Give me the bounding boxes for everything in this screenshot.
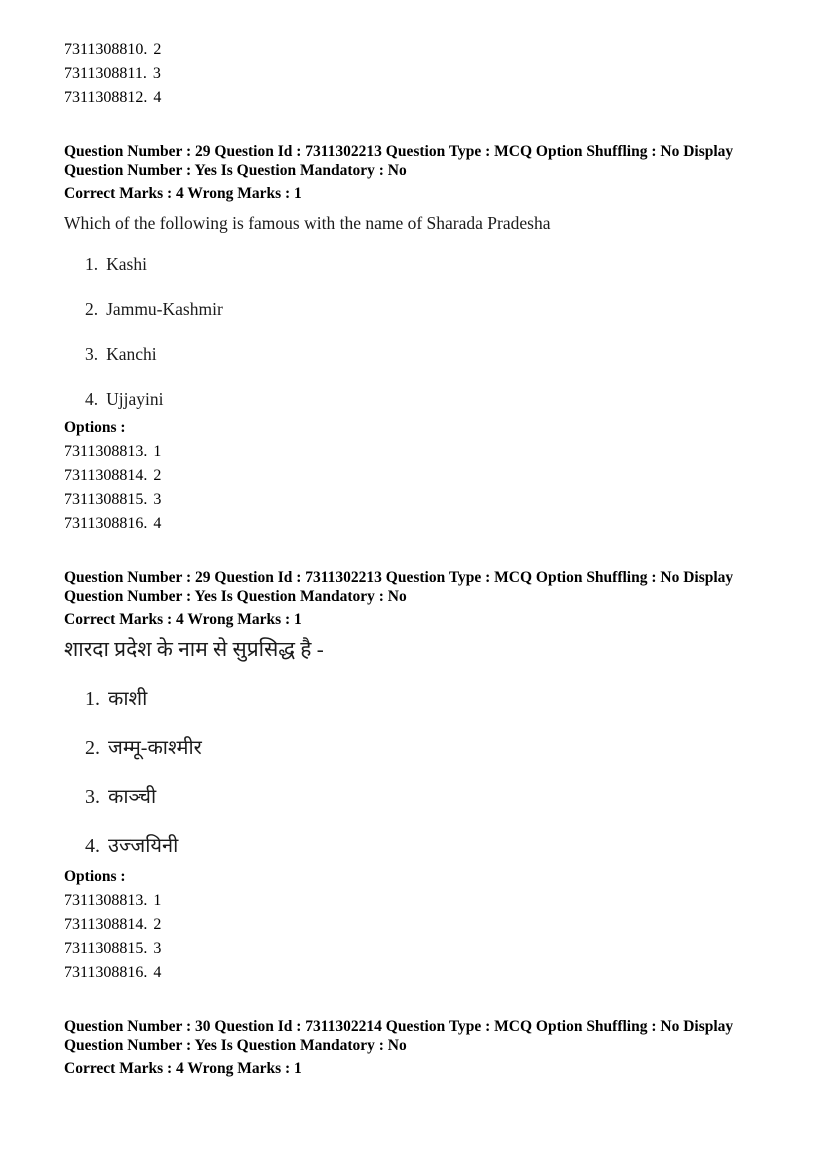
choice-row	[85, 389, 768, 409]
choice-number: 2.	[85, 737, 100, 759]
choice-label: उज्जयिनी	[108, 835, 179, 857]
question-meta-line: Question Number : 30 Question Id : 7311302214 Question Type : MCQ Option Shuffling : No Display	[64, 1018, 734, 1035]
option-id-row	[64, 889, 768, 913]
option-value: 4	[153, 964, 162, 981]
choice-row	[85, 835, 768, 858]
option-id-row	[64, 937, 768, 961]
question-text: शारदा प्रदेश के नाम से सुप्रसिद्ध है -	[64, 637, 324, 661]
question-meta-line: Question Number : 29 Question Id : 7311302213 Question Type : MCQ Option Shuffling : No Display	[64, 569, 734, 586]
choice-label: जम्मू-काश्मीर	[108, 737, 202, 759]
option-value: 1	[153, 443, 162, 460]
options-heading: Options :	[64, 868, 126, 885]
choice-label: Jammu-Kashmir	[106, 299, 223, 319]
option-id-list	[64, 889, 768, 985]
choice-number: 2.	[85, 299, 99, 319]
choice-row	[85, 786, 768, 809]
option-id-row	[64, 464, 768, 488]
option-id-row	[64, 86, 768, 110]
option-id: 7311308815.	[64, 940, 148, 957]
option-value: 2	[153, 916, 162, 933]
option-value: 2	[153, 41, 162, 58]
choice-row	[85, 254, 768, 274]
question-text: Which of the following is famous with the name of Sharada Pradesha	[64, 213, 551, 233]
question-marks-line: Correct Marks : 4 Wrong Marks : 1	[64, 1060, 302, 1077]
option-id: 7311308814.	[64, 916, 148, 933]
question-marks-line: Correct Marks : 4 Wrong Marks : 1	[64, 611, 302, 628]
option-id: 7311308811.	[64, 65, 147, 82]
choice-row	[85, 688, 768, 711]
option-id-row	[64, 512, 768, 536]
choice-label: Kashi	[106, 254, 147, 274]
question-meta-line: Question Number : 29 Question Id : 7311302213 Question Type : MCQ Option Shuffling : No Display	[64, 143, 734, 160]
question-meta	[64, 142, 764, 203]
option-id: 7311308816.	[64, 964, 148, 981]
question-section-29-hindi	[64, 568, 768, 985]
question-section-30	[64, 1017, 768, 1078]
option-value: 4	[153, 89, 162, 106]
choice-label: Kanchi	[106, 344, 157, 364]
choice-list	[85, 688, 768, 858]
option-value: 3	[152, 65, 161, 82]
option-id: 7311308813.	[64, 443, 148, 460]
choice-number: 4.	[85, 389, 99, 409]
options-heading: Options :	[64, 419, 126, 436]
option-id: 7311308812.	[64, 89, 148, 106]
option-id-row	[64, 62, 768, 86]
choice-number: 3.	[85, 786, 100, 808]
question-marks-line: Correct Marks : 4 Wrong Marks : 1	[64, 185, 302, 202]
option-id: 7311308816.	[64, 515, 148, 532]
option-value: 3	[153, 491, 162, 508]
option-id-list	[64, 440, 768, 536]
choice-number: 1.	[85, 254, 99, 274]
option-id-row	[64, 913, 768, 937]
choice-number: 1.	[85, 688, 100, 710]
choice-row	[85, 344, 768, 364]
question-meta-line: Question Number : Yes Is Question Mandatory : No	[64, 588, 407, 605]
option-value: 4	[153, 515, 162, 532]
option-value: 1	[153, 892, 162, 909]
option-id-row	[64, 961, 768, 985]
question-meta	[64, 1017, 764, 1078]
choice-number: 4.	[85, 835, 100, 857]
option-id-row	[64, 488, 768, 512]
option-id-row	[64, 440, 768, 464]
choice-label: काशी	[108, 688, 148, 710]
top-option-id-list	[64, 38, 768, 110]
question-meta	[64, 568, 764, 629]
question-meta-line: Question Number : Yes Is Question Mandatory : No	[64, 162, 407, 179]
option-id: 7311308810.	[64, 41, 148, 58]
option-id: 7311308814.	[64, 467, 148, 484]
question-section-29-english	[64, 142, 768, 536]
option-value: 2	[153, 467, 162, 484]
option-id: 7311308815.	[64, 491, 148, 508]
choice-number: 3.	[85, 344, 99, 364]
choice-row	[85, 737, 768, 760]
option-id: 7311308813.	[64, 892, 148, 909]
choice-label: काञ्ची	[108, 786, 157, 808]
choice-label: Ujjayini	[106, 389, 164, 409]
choice-row	[85, 299, 768, 319]
option-value: 3	[153, 940, 162, 957]
choice-list	[85, 254, 768, 409]
question-meta-line: Question Number : Yes Is Question Mandatory : No	[64, 1037, 407, 1054]
option-id-row	[64, 38, 768, 62]
